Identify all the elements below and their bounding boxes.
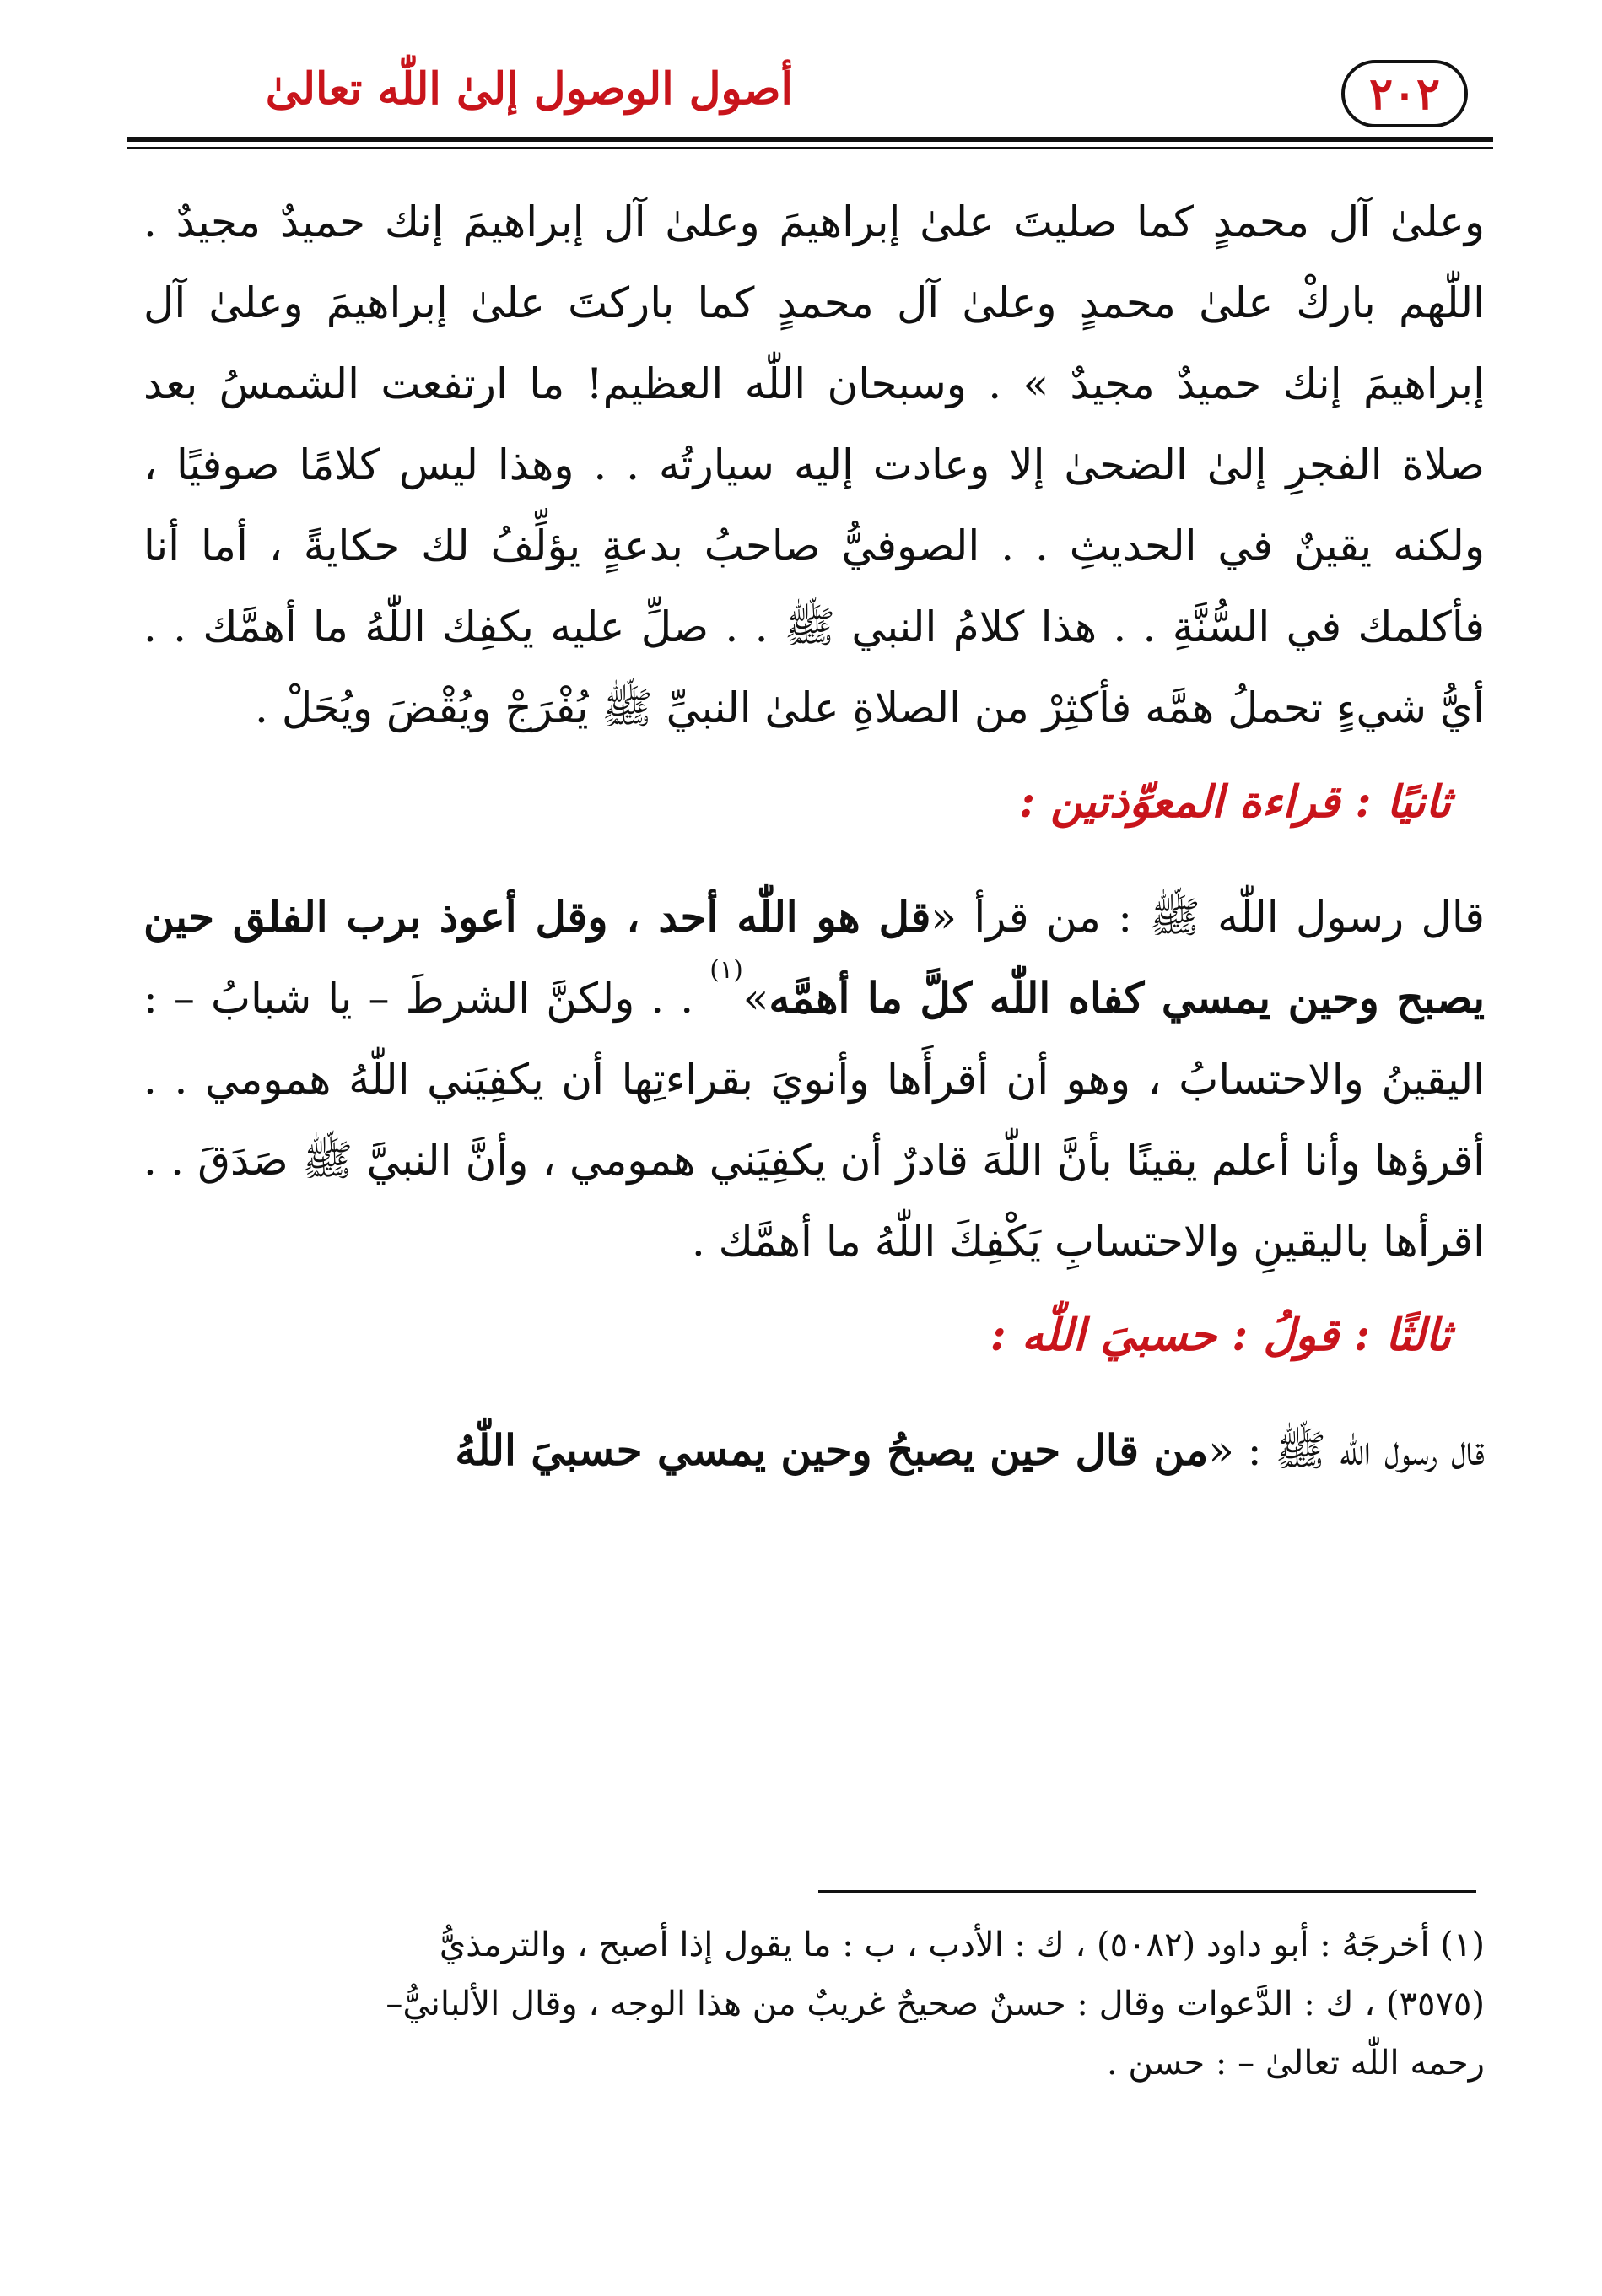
- page-number: ٢٠٢: [1341, 60, 1468, 127]
- hadith-quote: قل هو اللّٰه أحد ، وقل أعوذ برب الفلق حين يصبح وحين يمسي كفاه اللّٰه كلَّ ما أهمَّه: [143, 892, 1485, 1023]
- paragraph-salawat: وعلىٰ آل محمدٍ كما صليتَ علىٰ إبراهيمَ وعلىٰ آل إبراهيمَ إنك حميدٌ مجيدٌ . اللّٰهم باركْ علىٰ محمدٍ وعلىٰ آل محمدٍ كما باركتَ علىٰ إبراهيمَ وعلىٰ آل إبراهيمَ إنك حميدٌ مجيدٌ » . وسبحان اللّٰه العظيم! ما ارتفعت الشمسُ بعد صلاة الفجرِ إلىٰ الضحىٰ إلا وعادت إليه سيارتُه . . وهذا ليس كلامًا صوفيًا ، ولكنه يقينٌ في الحديثِ . . الصوفيُّ صاحبُ بدعةٍ يؤلِّفُ لك حكايةً ، أما أنا فأكلمك في السُّنَّةِ . . هذا كلامُ النبي ﷺ . . صلِّ عليه يكفِك اللّٰهُ ما أهمَّك . . أيُّ شيءٍ تحملُ همَّه فأكثِرْ من الصلاةِ علىٰ النبيِّ ﷺ يُفْرَجْ ويُقْضَ ويُحَلْ .: [143, 197, 1485, 732]
- section-heading-muawwidhatayn: ثانيًا : قراءة المعوِّذتين :: [1018, 776, 1451, 828]
- hadith-quote: من قال حين يصبحُ وحين يمسي حسبيَ اللّٰهُ: [455, 1425, 1209, 1475]
- footnote-line-2: (٣٥٧٥) ، ك : الدَّعوات وقال : حسنٌ صحيحٌ غريبٌ من هذا الوجه ، وقال الألبانيُّ–: [386, 1985, 1485, 2023]
- hadith-intro: قال رسول اللّٰه ﷺ : «: [1208, 1426, 1485, 1475]
- book-title: أصول الوصول إلىٰ اللّٰه تعالىٰ: [265, 63, 793, 115]
- footnote-reference: (١): [709, 955, 743, 985]
- footnote-separator: [818, 1890, 1476, 1893]
- page-header: [127, 46, 1493, 148]
- hadith-quote-close: »: [742, 974, 769, 1023]
- footnote-line-1: (١) أخرجَهُ : أبو داود (٥٠٨٢) ، ك : الأدب ، ب : ما يقول إذا أصبح ، والترمذيُّ: [439, 1926, 1485, 1964]
- header-rule-thick: [127, 137, 1493, 142]
- hadith-intro: قال رسول اللّٰه ﷺ : من قرأ «: [930, 893, 1485, 942]
- header-rule-thin: [127, 147, 1493, 149]
- body-text: [143, 181, 1485, 1491]
- paragraph-rest: . . ولكنَّ الشرطَ – يا شبابُ – : اليقينُ والاحتسابُ ، وهو أن أقرأَها وأنويَ بقراءتِها أن يكفِيَني اللّٰهُ همومي . . أقرؤها وأنا أعلم يقينًا بأنَّ اللّٰهَ قادرٌ أن يكفِيَني همومي ، وأنَّ النبيَّ ﷺ صَدَقَ . . اقرأها باليقينِ والاحتسابِ يَكْفِكَ اللّٰهُ ما أهمَّك .: [143, 974, 1485, 1266]
- footnote: [143, 1915, 1485, 2093]
- paragraph-muawwidhatayn: [143, 877, 1485, 1282]
- paragraph-hasbiyallah: [143, 1410, 1485, 1491]
- section-heading-hasbiyallah: ثالثًا : قولُ : حسبيَ اللّٰه :: [990, 1310, 1451, 1361]
- footnote-line-3: رحمه اللّٰه تعالىٰ – : حسن .: [1106, 2044, 1485, 2083]
